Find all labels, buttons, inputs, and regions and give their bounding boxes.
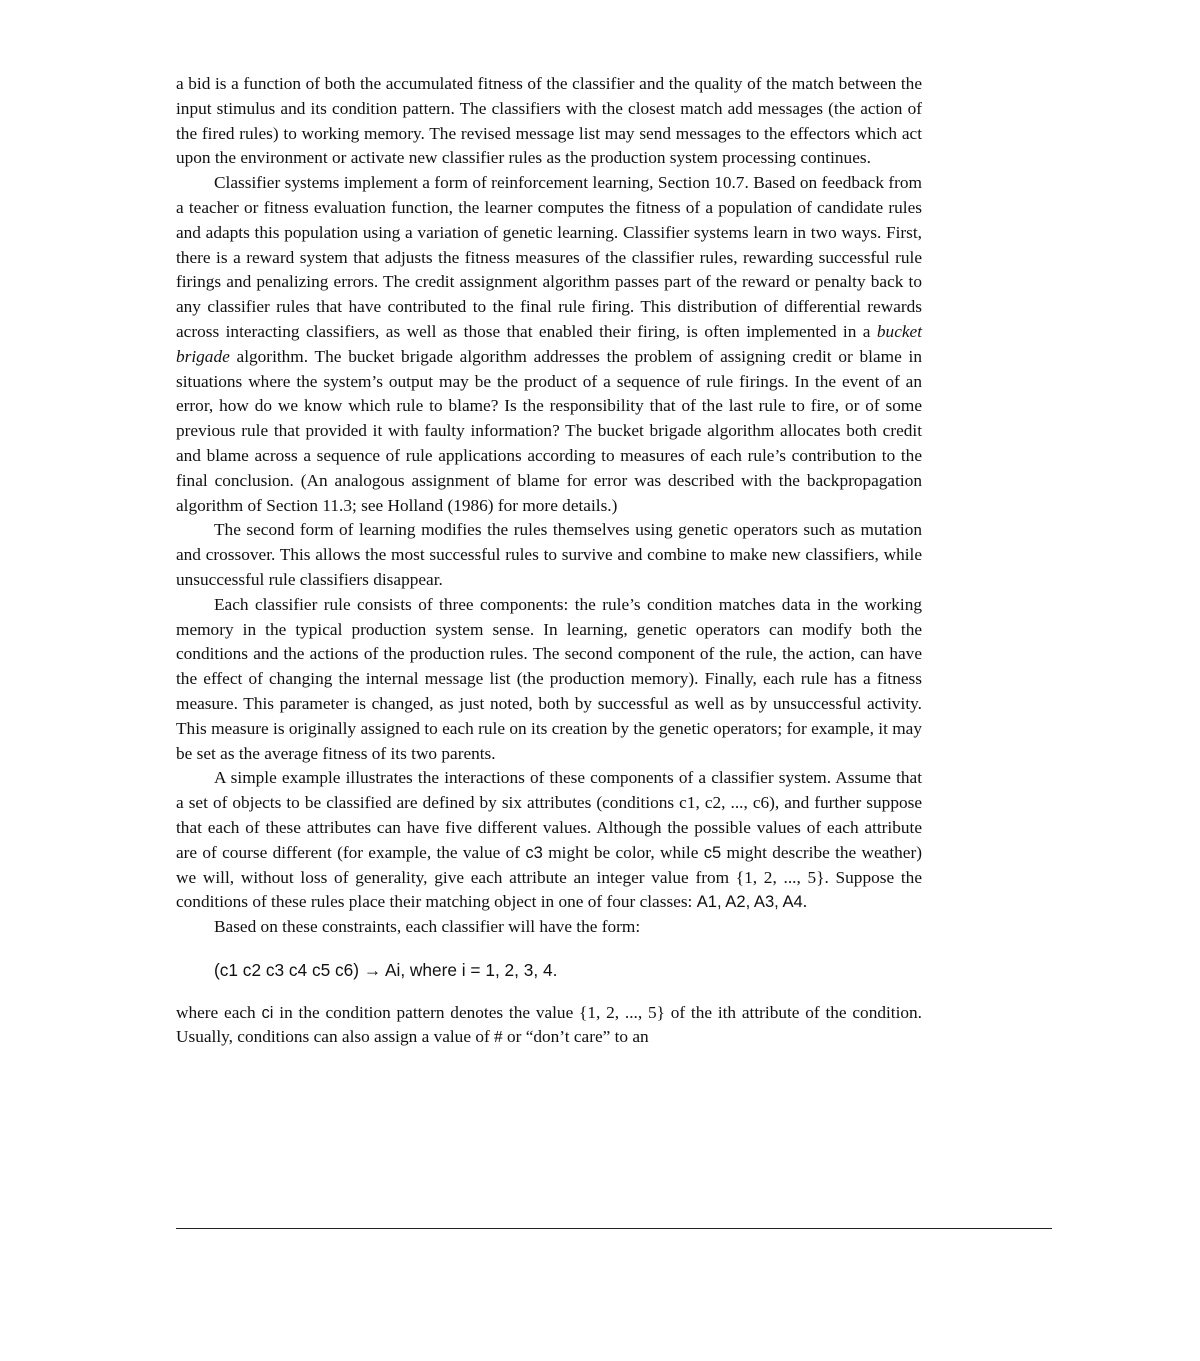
paragraph-p1 [176, 72, 922, 171]
text-segment: A simple example illustrates the interactions of these components of a classifier system. Assume that a set of objects to be classified are defined by six attributes (conditions c1, c2, ..., c6), and further suppose that each of these attributes can have five different values. Although the possible values of each attribute are of course different (for example, the value of [176, 768, 922, 862]
text-segment: Based on these constraints, each classifier will have the form: [214, 917, 641, 937]
text-segment: c3 [525, 842, 543, 862]
text-block-after-formula [176, 1001, 922, 1051]
paragraph-p4 [176, 593, 922, 767]
text-segment: a bid is a function of both the accumulated fitness of the classifier and the quality of the match between the input stimulus and its condition pattern. The classifiers with the closest match add messages (the action of the fired rules) to working memory. The revised message list may send messages to the effectors which act upon the environment or activate new classifier rules as the production system processing continues. [176, 74, 922, 168]
text-block-before-formula [176, 72, 922, 940]
paragraph-p6 [176, 915, 922, 940]
text-segment: where each [176, 1002, 262, 1022]
text-segment: A1, A2, A3, A4 [696, 892, 803, 912]
text-segment: algorithm. The bucket brigade algorithm addresses the problem of assigning credit or blame in situations where the system’s output may be the product of a sequence of rule firings. In the event of an error, how do we know which rule to blame? Is the responsibility that of the last rule to fire, or of some previous rule that provided it with faulty information? The bucket brigade algorithm allocates both credit and blame across a sequence of rule applications according to measures of each rule’s contribution to the final conclusion. (An analogous assignment of blame for error was described with the backpropagation algorithm of Section 11.3; see Holland (1986) for more details.) [176, 346, 922, 515]
paragraph-p5 [176, 766, 922, 915]
text-segment: Classifier systems implement a form of reinforcement learning, Section 10.7. Based on feedback from a teacher or fitness evaluation function, the learner computes the fitness of a population of candidate rules and adapts this population using a variation of genetic learning. Classifier systems learn in two ways. First, there is a reward system that adjusts the fitness measures of the classifier rules, rewarding successful rule firings and penalizing errors. The credit assignment algorithm passes part of the reward or penalty back to any classifier rules that have contributed to the final rule firing. This distribution of differential rewards across interacting classifiers, as well as those that enabled their firing, is often implemented in a [176, 173, 922, 341]
footer-rule [176, 1228, 1052, 1229]
paragraph-p2 [176, 171, 922, 518]
paragraph-p3 [176, 518, 922, 592]
text-segment: Each classifier rule consists of three components: the rule’s condition matches data in the working memory in the typical production system sense. In learning, genetic operators can modify both the conditions and the actions of the production rules. The second component of the rule, the action, can have the effect of changing the internal message list (the production memory). Finally, each rule has a fitness measure. This parameter is changed, as just noted, both by successful as well as by unsuccessful activity. This measure is originally assigned to each rule on its creation by the genetic operators; for example, it may be set as the average fitness of its two parents. [176, 594, 922, 763]
text-segment: ci [261, 1002, 274, 1022]
text-segment: in the condition pattern denotes the value {1, 2, ..., 5} of the ith attribute of the condition. Usually, conditions can also assign a value of # or “don’t care” to an [176, 1002, 922, 1047]
text-segment: c5 [703, 842, 722, 862]
text-segment: might be color, while [542, 842, 704, 862]
text-segment: might describe the weather) we will, without loss of generality, give each attribute an integer value from {1, 2, ..., 5}. Suppose the conditions of these rules place their matching object in one of four classes: [176, 842, 922, 912]
text-segment: The second form of learning modifies the rules themselves using genetic operators such as mutation and crossover. This allows the most successful rules to survive and combine to make new classifiers, while unsuccessful rule classifiers disappear. [176, 520, 922, 589]
text-segment: bucket brigade [176, 321, 922, 366]
text-segment: . [802, 892, 808, 912]
classifier-form-formula: (c1 c2 c3 c4 c5 c6) → Ai, where i = 1, 2, 3, 4. [214, 959, 558, 980]
page-body [176, 72, 922, 1050]
paragraph-p7 [176, 1001, 922, 1051]
